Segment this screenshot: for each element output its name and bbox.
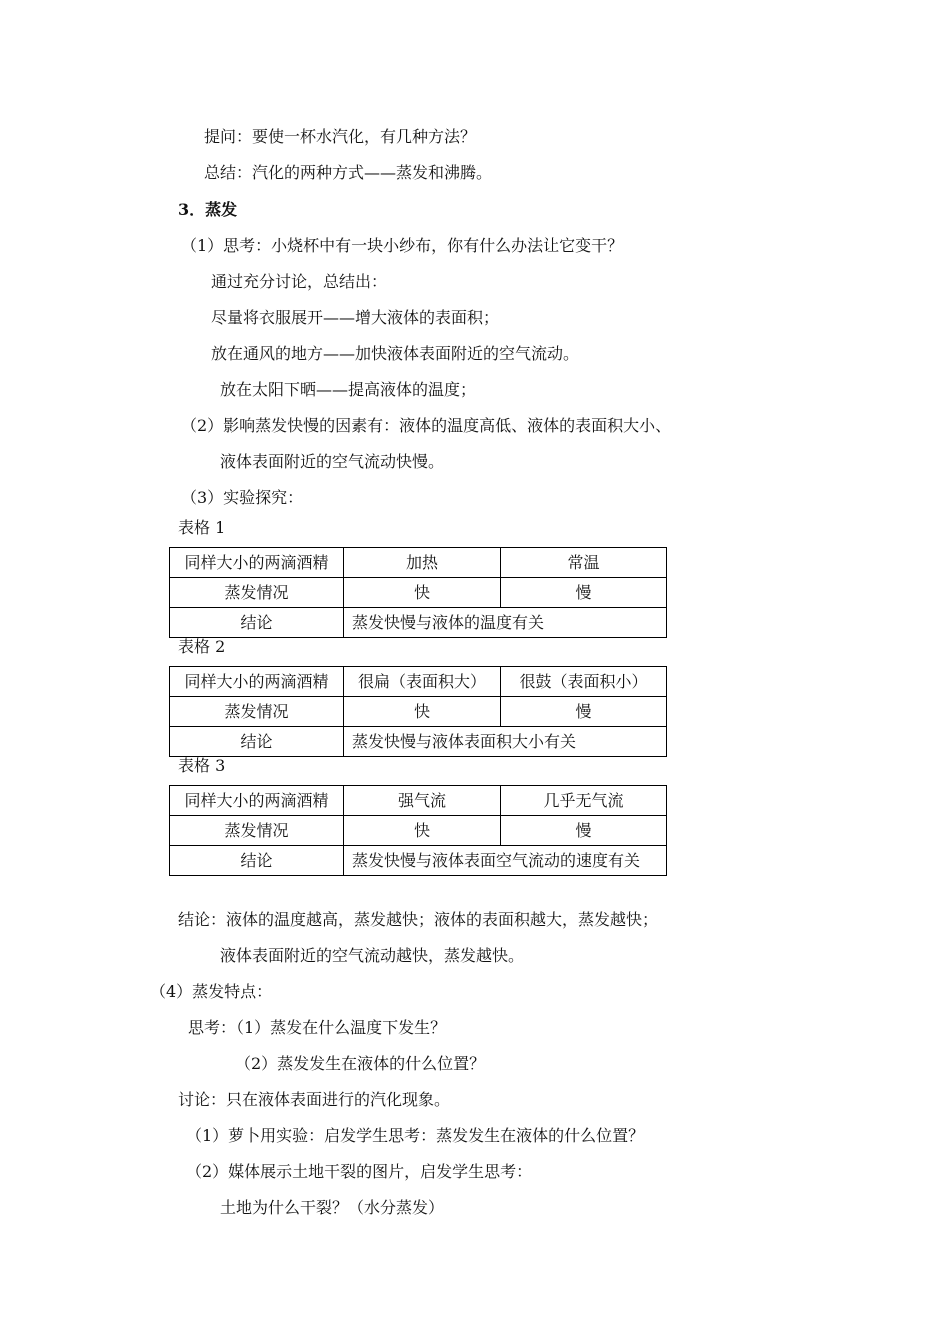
table-row [170,667,667,697]
table-cell: 慢 [501,816,667,846]
section-heading: 3．蒸发 [178,200,238,219]
method-line-2: 放在通风的地方——加快液体表面附近的空气流动。 [211,344,580,363]
soil-question-line: 土地为什么干裂？（水分蒸发） [220,1198,445,1217]
conclusion-line-2: 液体表面附近的空气流动越快，蒸发越快。 [220,946,525,965]
think-question-2: （2）蒸发发生在液体的什么位置？ [235,1054,486,1073]
table-cell: 结论 [170,727,344,757]
discussion-line: 讨论：只在液体表面进行的汽化现象。 [178,1090,451,1109]
data-table-2 [169,666,667,757]
table-cell: 同样大小的两滴酒精 [170,786,344,816]
table-caption-3: 表格 3 [178,756,226,775]
factors-line-2: 液体表面附近的空气流动快慢。 [220,452,445,471]
table-row [170,786,667,816]
table-row [170,578,667,608]
table-row [170,548,667,578]
table-cell: 蒸发情况 [170,578,344,608]
table-cell: 蒸发情况 [170,816,344,846]
table-cell: 很鼓（表面积小） [501,667,667,697]
table-cell: 慢 [501,578,667,608]
data-table-3 [169,785,667,876]
table-cell: 加热 [344,548,501,578]
table-cell: 几乎无气流 [501,786,667,816]
table-cell: 快 [344,816,501,846]
data-table-1 [169,547,667,638]
experiment-line: （3）实验探究： [181,488,304,507]
table-cell: 结论 [170,608,344,638]
table-caption-2: 表格 2 [178,637,226,656]
method-line-3: 放在太阳下晒——提高液体的温度； [220,380,477,399]
conclusion-line-1: 结论：液体的温度越高，蒸发越快；液体的表面积越大，蒸发越快； [178,910,659,929]
media-line: （2）媒体展示土地干裂的图片，启发学生思考： [186,1162,533,1181]
table-cell: 快 [344,697,501,727]
table-conclusion-cell: 蒸发快慢与液体表面空气流动的速度有关 [344,846,667,876]
table-cell: 结论 [170,846,344,876]
table-row [170,846,667,876]
table-cell: 很扁（表面积大） [344,667,501,697]
table-cell: 慢 [501,697,667,727]
think-line: （1）思考：小烧杯中有一块小纱布，你有什么办法让它变干？ [181,236,624,255]
table-cell: 快 [344,578,501,608]
table-row [170,608,667,638]
feature-heading: （4）蒸发特点： [150,982,273,1001]
table-caption-1: 表格 1 [178,518,226,537]
discuss-line: 通过充分讨论，总结出： [211,272,388,291]
table-row [170,697,667,727]
table-conclusion-cell: 蒸发快慢与液体的温度有关 [344,608,667,638]
think-question-1: 思考：（1）蒸发在什么温度下发生？ [188,1018,447,1037]
radish-experiment-line: （1）萝卜用实验：启发学生思考：蒸发发生在液体的什么位置？ [186,1126,645,1145]
factors-line-1: （2）影响蒸发快慢的因素有：液体的温度高低、液体的表面积大小、 [181,416,672,435]
table-conclusion-cell: 蒸发快慢与液体表面积大小有关 [344,727,667,757]
table-cell: 常温 [501,548,667,578]
table-cell: 同样大小的两滴酒精 [170,548,344,578]
table-cell: 同样大小的两滴酒精 [170,667,344,697]
table-row [170,727,667,757]
table-row [170,816,667,846]
table-cell: 强气流 [344,786,501,816]
method-line-1: 尽量将衣服展开——增大液体的表面积； [211,308,500,327]
summary-line: 总结：汽化的两种方式——蒸发和沸腾。 [204,163,493,182]
question-line: 提问：要使一杯水汽化，有几种方法？ [204,127,477,146]
table-cell: 蒸发情况 [170,697,344,727]
